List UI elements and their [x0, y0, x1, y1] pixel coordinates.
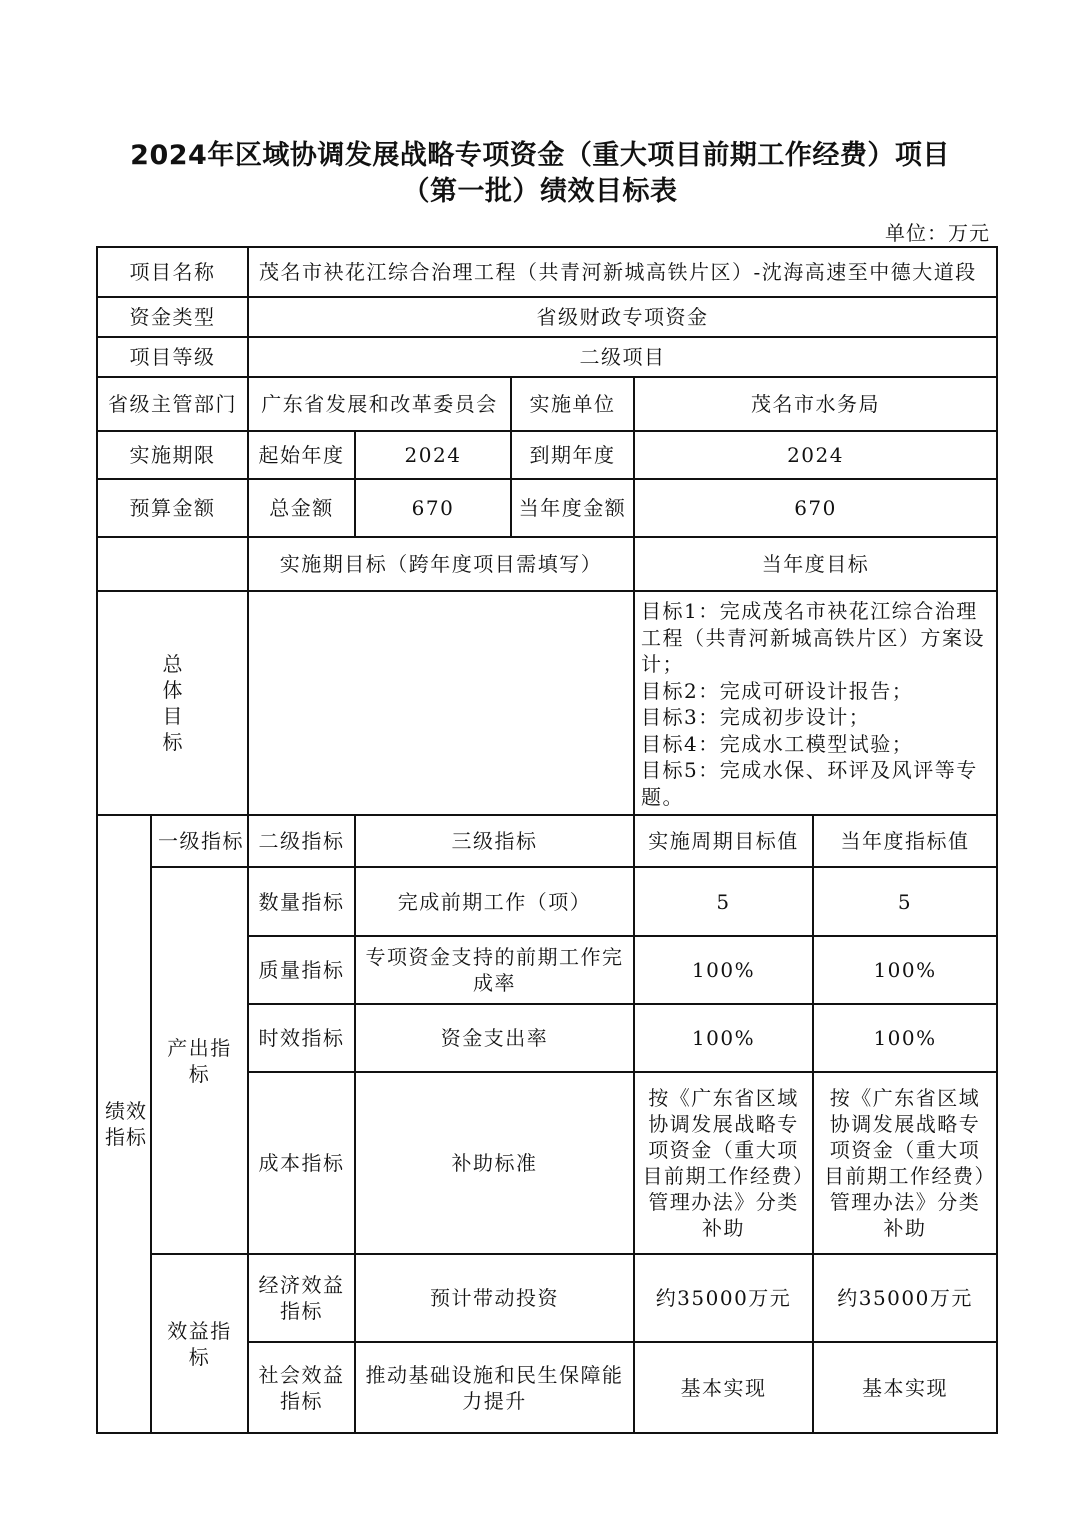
level3-cell: 完成前期工作（项） — [355, 867, 634, 936]
level2-cell: 社会效益指标 — [248, 1342, 355, 1433]
impl-unit-value: 茂名市水务局 — [634, 377, 997, 431]
year-value-cell: 100% — [813, 936, 997, 1004]
period-goal-header: 实施期目标（跨年度项目需填写） — [248, 537, 634, 591]
end-year-label: 到期年度 — [511, 431, 634, 479]
project-level-label: 项目等级 — [97, 337, 248, 377]
year-goal-value — [634, 591, 997, 815]
row-overall-goals — [97, 591, 997, 815]
level2-cell: 经济效益指标 — [248, 1254, 355, 1342]
overall-goal-label-text: 总体目标 — [162, 652, 183, 754]
end-year-value: 2024 — [634, 431, 997, 479]
year-value-cell: 5 — [813, 867, 997, 936]
period-value-cell: 约35000万元 — [634, 1254, 813, 1342]
project-name-label: 项目名称 — [97, 247, 248, 297]
fund-type-value: 省级财政专项资金 — [248, 297, 997, 337]
performance-target-table — [96, 246, 998, 1434]
dept-label: 省级主管部门 — [97, 377, 248, 431]
header-year-value: 当年度指标值 — [813, 815, 997, 867]
row-period — [97, 431, 997, 479]
level2-cell: 数量指标 — [248, 867, 355, 936]
year-goal-header: 当年度目标 — [634, 537, 997, 591]
year-goal-line: 目标5：完成水保、环评及风评等专题。 — [641, 758, 978, 809]
dept-value: 广东省发展和改革委员会 — [248, 377, 511, 431]
output-indicator-label: 产出指标 — [151, 867, 248, 1254]
period-label: 实施期限 — [97, 431, 248, 479]
impl-unit-label: 实施单位 — [511, 377, 634, 431]
level3-cell: 资金支出率 — [355, 1004, 634, 1072]
row-goals-header — [97, 537, 997, 591]
period-value-cell: 按《广东省区域协调发展战略专项资金（重大项目前期工作经费）管理办法》分类补助 — [634, 1072, 813, 1254]
indicators-section-label-text: 绩效指标 — [105, 1099, 147, 1149]
table-row — [97, 867, 997, 936]
period-value-cell: 基本实现 — [634, 1342, 813, 1433]
level2-cell: 质量指标 — [248, 936, 355, 1004]
row-fund-type — [97, 297, 997, 337]
unit-label: 单位：万元 — [885, 221, 990, 245]
year-goal-line: 目标2：完成可研设计报告； — [641, 678, 914, 703]
start-year-value: 2024 — [355, 431, 511, 479]
header-level2: 二级指标 — [248, 815, 355, 867]
project-name-value: 茂名市袂花江综合治理工程（共青河新城高铁片区）-沈海高速至中德大道段 — [248, 247, 997, 297]
project-level-value: 二级项目 — [248, 337, 997, 377]
budget-label: 预算金额 — [97, 479, 248, 537]
period-value-cell: 100% — [634, 936, 813, 1004]
goals-header-blank — [97, 537, 248, 591]
start-year-label: 起始年度 — [248, 431, 355, 479]
year-value-cell: 约35000万元 — [813, 1254, 997, 1342]
current-label: 当年度金额 — [511, 479, 634, 537]
header-level1: 一级指标 — [151, 815, 248, 867]
total-value: 670 — [355, 479, 511, 537]
indicators-section-label — [97, 815, 151, 1433]
year-goal-line: 目标1：完成茂名市袂花江综合治理工程（共青河新城高铁片区）方案设计； — [641, 599, 985, 676]
row-department — [97, 377, 997, 431]
row-budget — [97, 479, 997, 537]
header-period-value: 实施周期目标值 — [634, 815, 813, 867]
level2-cell: 时效指标 — [248, 1004, 355, 1072]
row-project-level — [97, 337, 997, 377]
level3-cell: 专项资金支持的前期工作完成率 — [355, 936, 634, 1004]
period-goal-value — [248, 591, 634, 815]
year-value-cell: 100% — [813, 1004, 997, 1072]
row-project-name — [97, 247, 997, 297]
table-row — [97, 1254, 997, 1342]
page-title — [0, 138, 1080, 210]
year-value-cell: 按《广东省区域协调发展战略专项资金（重大项目前期工作经费）管理办法》分类补助 — [813, 1072, 997, 1254]
level3-cell: 补助标准 — [355, 1072, 634, 1254]
header-level3: 三级指标 — [355, 815, 634, 867]
current-value: 670 — [634, 479, 997, 537]
total-label: 总金额 — [248, 479, 355, 537]
level2-cell: 成本指标 — [248, 1072, 355, 1254]
level3-cell: 推动基础设施和民生保障能力提升 — [355, 1342, 634, 1433]
year-value-cell: 基本实现 — [813, 1342, 997, 1433]
benefit-indicator-label: 效益指标 — [151, 1254, 248, 1433]
period-value-cell: 5 — [634, 867, 813, 936]
level3-cell: 预计带动投资 — [355, 1254, 634, 1342]
year-goal-line: 目标3：完成初步设计； — [641, 705, 871, 729]
row-indicator-header — [97, 815, 997, 867]
overall-goal-label — [97, 591, 248, 815]
title-line-2: （第一批）绩效目标表 — [402, 176, 678, 207]
year-goal-line: 目标4：完成水工模型试验； — [641, 731, 914, 756]
fund-type-label: 资金类型 — [97, 297, 248, 337]
period-value-cell: 100% — [634, 1004, 813, 1072]
title-line-1: 2024年区域协调发展战略专项资金（重大项目前期工作经费）项目 — [130, 140, 950, 171]
